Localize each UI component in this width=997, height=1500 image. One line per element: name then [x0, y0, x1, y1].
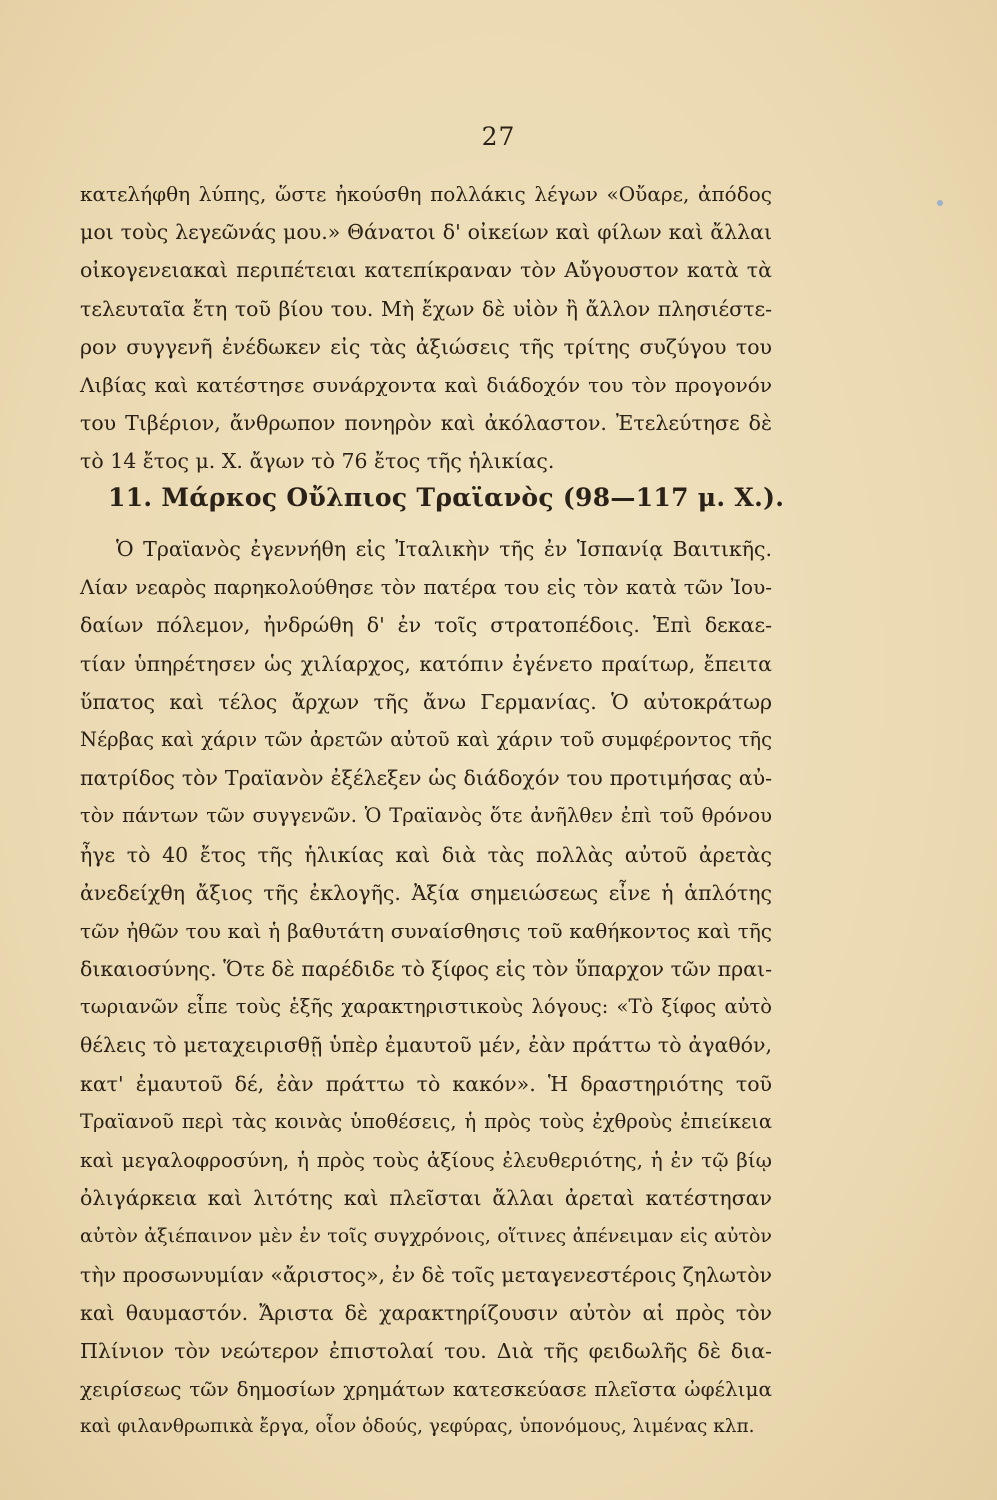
- text-line: χειρίσεως τῶν δημοσίων χρημάτων κατεσκεύασε πλεῖστα ὠφέλιμα: [80, 1377, 772, 1402]
- text-line: Νέρβας καὶ χάριν τῶν ἀρετῶν αὐτοῦ καὶ χάριν τοῦ συμφέροντος τῆς: [80, 727, 772, 751]
- text-line: τωριανῶν εἶπε τοὺς ἑξῆς χαρακτηριστικοὺς λόγους: «Τὸ ξίφος αὐτὸ: [80, 995, 772, 1019]
- text-line: κατ' ἐμαυτοῦ δέ, ἐὰν πράττω τὸ κακόν». Ἡ δραστηριότης τοῦ: [80, 1071, 772, 1096]
- text-line: τίαν ὑπηρέτησεν ὡς χιλίαρχος, κατόπιν ἐγένετο πραίτωρ, ἔπειτα: [80, 651, 772, 676]
- text-line: του Τιβέριον, ἄνθρωπον πονηρὸν καὶ ἀκόλαστον. Ἐτελεύτησε δὲ: [80, 411, 772, 436]
- text-line: ὕπατος καὶ τέλος ἄρχων τῆς ἄνω Γερμανίας. Ὁ αὐτοκράτωρ: [80, 689, 772, 714]
- text-line: καὶ φιλανθρωπικὰ ἔργα, οἷον ὁδούς, γεφύρας, ὑπονόμους, λιμένας κλπ.: [80, 1416, 755, 1438]
- text-line: τῶν ἠθῶν του καὶ ἡ βαθυτάτη συναίσθησις τοῦ καθήκοντος καὶ τῆς: [80, 918, 772, 943]
- text-line: Ὁ Τραϊανὸς ἐγεννήθη εἰς Ἰταλικὴν τῆς ἐν Ἱσπανίᾳ Βαιτικῆς.: [116, 537, 772, 561]
- paragraph-trajan: [80, 530, 772, 1447]
- text-line: Λίαν νεαρὸς παρηκολούθησε τὸν πατέρα του εἰς τὸν κατὰ τῶν Ἰου-: [80, 575, 772, 600]
- section-heading: 11. Μάρκος Οὔλπιος Τραϊανὸς (98—117 μ. Χ.).: [108, 483, 785, 512]
- text-line: ἀνεδείχθη ἄξιος τῆς ἐκλογῆς. Ἀξία σημειώσεως εἶνε ἡ ἁπλότης: [80, 880, 772, 905]
- text-line: τὸ 14 ἔτος μ. Χ. ἄγων τὸ 76 ἔτος τῆς ἡλικίας.: [80, 449, 555, 474]
- text-line: Τραϊανοῦ περὶ τὰς κοινὰς ὑποθέσεις, ἡ πρὸς τοὺς ἐχθροὺς ἐπιείκεια: [80, 1109, 772, 1133]
- text-line: πατρίδος τὸν Τραϊανὸν ἐξέλεξεν ὡς διάδοχόν του προτιμήσας αὐ-: [80, 766, 772, 791]
- text-line: δικαιοσύνης. Ὅτε δὲ παρέδιδε τὸ ξίφος εἰς τὸν ὕπαρχον τῶν πραι-: [80, 957, 772, 982]
- text-line: ὀλιγάρκεια καὶ λιτότης καὶ πλεῖσται ἄλλαι ἀρεταὶ κατέστησαν: [80, 1186, 772, 1211]
- text-line: Πλίνιον τὸν νεώτερον ἐπιστολαί του. Διὰ τῆς φειδωλῆς δὲ δια-: [80, 1338, 772, 1363]
- text-line: θέλεις τὸ μεταχειρισθῇ ὑπὲρ ἐμαυτοῦ μέν, ἐὰν πράττω τὸ ἀγαθόν,: [80, 1033, 772, 1058]
- text-line: ἦγε τὸ 40 ἔτος τῆς ἡλικίας καὶ διὰ τὰς πολλὰς αὐτοῦ ἀρετὰς: [80, 842, 772, 867]
- text-line: οἰκογενειακαὶ περιπέτειαι κατεπίκραναν τὸν Αὔγουστον κατὰ τὰ: [80, 258, 772, 283]
- page-number: 27: [481, 122, 516, 151]
- paragraph-augustus-death: [80, 175, 772, 481]
- text-line: καὶ θαυμαστόν. Ἄριστα δὲ χαρακτηρίζουσιν αὐτὸν αἱ πρὸς τὸν: [80, 1300, 772, 1325]
- text-line: καὶ μεγαλοφροσύνη, ἡ πρὸς τοὺς ἀξίους ἐλευθεριότης, ἡ ἐν τῷ βίῳ: [80, 1148, 772, 1172]
- text-line: τελευταῖα ἔτη τοῦ βίου του. Μὴ ἔχων δὲ υἱὸν ἢ ἄλλον πλησιέστε-: [80, 296, 772, 321]
- text-line: αὐτὸν ἀξιέπαινον μὲν ἐν τοῖς συγχρόνοις, οἵτινες ἀπένειμαν εἰς αὐτὸν: [80, 1225, 772, 1248]
- text-line: δαίων πόλεμον, ἠνδρώθη δ' ἐν τοῖς στρατοπέδοις. Ἐπὶ δεκαε-: [80, 613, 772, 638]
- text-line: κατελήφθη λύπης, ὥστε ἠκούσθη πολλάκις λέγων «Οὔαρε, ἀπόδος: [80, 182, 772, 206]
- text-line: τὸν πάντων τῶν συγγενῶν. Ὁ Τραϊανὸς ὅτε ἀνῆλθεν ἐπὶ τοῦ θρόνου: [80, 804, 772, 828]
- text-line: ρον συγγενῆ ἐνέδωκεν εἰς τὰς ἀξιώσεις τῆς τρίτης συζύγου του: [80, 334, 772, 359]
- ink-speck-mark: [937, 200, 943, 206]
- text-line: μοι τοὺς λεγεῶνάς μου.» Θάνατοι δ' οἰκείων καὶ φίλων καὶ ἄλλαι: [80, 220, 772, 245]
- text-line: Λιβίας καὶ κατέστησε συνάρχοντα καὶ διάδοχόν του τὸν προγονόν: [80, 372, 772, 397]
- text-line: τὴν προσωνυμίαν «ἄριστος», ἐν δὲ τοῖς μεταγενεστέροις ζηλωτὸν: [80, 1262, 772, 1287]
